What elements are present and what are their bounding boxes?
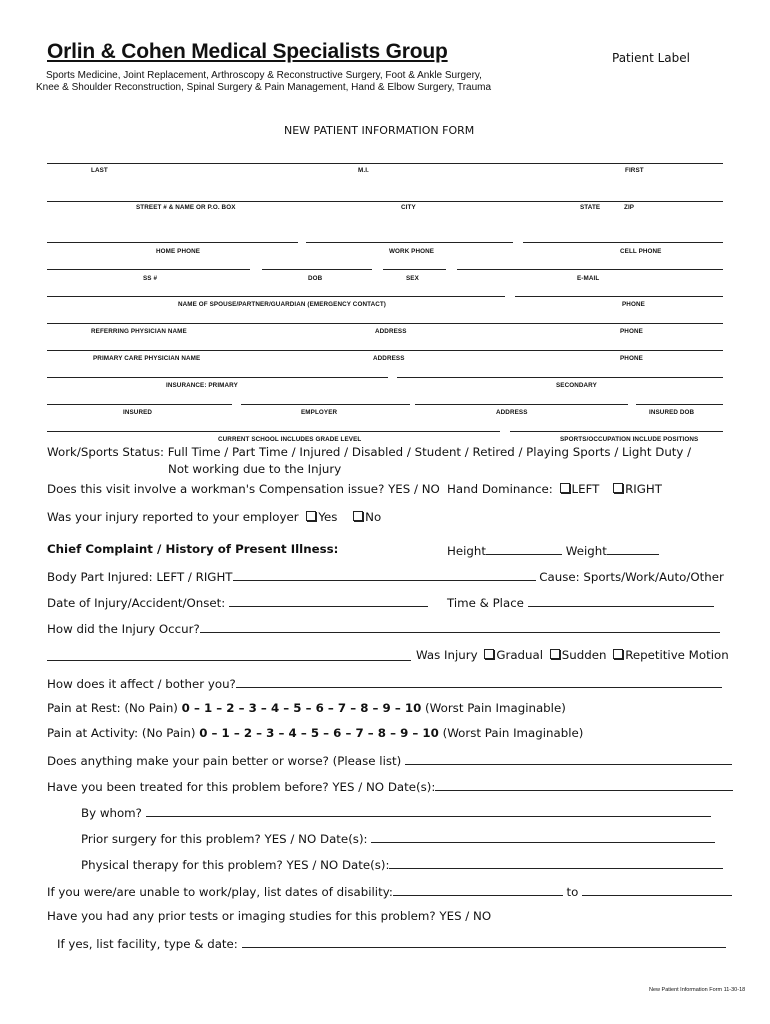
school-label: CURRENT SCHOOL INCLUDES GRADE LEVEL [218, 436, 362, 443]
pain-rest-label: Pain at Rest: (No Pain) [47, 701, 182, 715]
height-label: Height [447, 544, 486, 558]
disability-row [47, 883, 732, 899]
ref-physician-label: REFERRING PHYSICIAN NAME [91, 328, 187, 335]
street-label: STREET # & NAME OR P.O. BOX [136, 204, 236, 211]
specialties-line-1: Sports Medicine, Joint Replacement, Arthroscopy & Reconstructive Surgery, Foot & Ankle Surgery, [46, 70, 482, 81]
affect-row [47, 675, 722, 691]
org-name: Orlin & Cohen Medical Specialists Group [47, 40, 448, 63]
form-title: NEW PATIENT INFORMATION FORM [284, 124, 475, 137]
ref-phone-label: PHONE [620, 328, 643, 335]
ins-primary-line[interactable] [47, 377, 388, 378]
spouse-phone-label: PHONE [622, 301, 645, 308]
address-line[interactable] [47, 201, 723, 202]
ss-line[interactable] [47, 269, 250, 270]
email-line[interactable] [457, 269, 723, 270]
treated-before-field[interactable] [435, 778, 733, 791]
weight-field[interactable] [607, 542, 659, 555]
last-label: LAST [91, 167, 108, 174]
by-whom-field[interactable] [146, 804, 711, 817]
work-sports-status: Work/Sports Status: Full Time / Part Time / Injured / Disabled / Student / Retired / Playing Sports / Light Duty / [47, 445, 692, 459]
zip-label: ZIP [624, 204, 635, 211]
hand-dominance [447, 482, 662, 496]
home-phone-line[interactable] [47, 242, 298, 243]
pain-activity-worst: (Worst Pain Imaginable) [438, 726, 584, 740]
pcp-address-label: ADDRESS [373, 355, 405, 362]
insured-dob-line[interactable] [636, 404, 723, 405]
ref-address-label: ADDRESS [375, 328, 407, 335]
name-line[interactable] [47, 163, 723, 164]
prior-tests-question: Have you had any prior tests or imaging studies for this problem? YES / NO [47, 909, 492, 923]
sudden-checkbox[interactable] [550, 649, 560, 659]
dob-label: DOB [308, 275, 323, 282]
form-version: New Patient Information Form 11-30-18 [649, 987, 746, 993]
prior-surgery-label: Prior surgery for this problem? YES / NO Date(s): [81, 832, 368, 846]
pain-activity-scale[interactable]: 0 – 1 – 2 – 3 – 4 – 5 – 6 – 7 – 8 – 9 – 10 [199, 726, 439, 740]
sudden-label: Sudden [561, 648, 607, 662]
reported-yes-label: Yes [318, 510, 338, 524]
if-yes-label: If yes, list facility, type & date: [57, 937, 238, 951]
weight-label: Weight [565, 544, 607, 558]
physical-therapy-label: Physical therapy for this problem? YES / NO Date(s): [81, 858, 390, 872]
height-weight [447, 542, 659, 558]
how-occur-field[interactable] [200, 620, 720, 633]
pain-rest-scale[interactable]: 0 – 1 – 2 – 3 – 4 – 5 – 6 – 7 – 8 – 9 – 10 [181, 701, 422, 715]
school-line[interactable] [47, 431, 500, 432]
time-place-field[interactable] [528, 594, 714, 607]
spouse-line[interactable] [47, 296, 505, 297]
work-phone-label: WORK PHONE [389, 248, 435, 255]
how-occur-label: How did the Injury Occur? [47, 622, 200, 636]
prior-surgery-row [81, 830, 715, 846]
by-whom-row [81, 804, 711, 820]
pain-rest-row [47, 701, 566, 715]
date-injury-field[interactable] [229, 594, 428, 607]
physical-therapy-field[interactable] [389, 856, 723, 869]
height-field[interactable] [486, 542, 562, 555]
left-label: LEFT [571, 482, 600, 496]
prior-surgery-field[interactable] [371, 830, 715, 843]
body-part-row [47, 568, 724, 584]
left-checkbox[interactable] [560, 483, 570, 493]
dob-line[interactable] [262, 269, 372, 270]
insured-label: INSURED [123, 409, 153, 416]
sex-line[interactable] [383, 269, 446, 270]
injury-reported [47, 510, 381, 524]
disability-to-label: to [566, 885, 579, 899]
employer-line[interactable] [241, 404, 410, 405]
treated-before-row [47, 778, 733, 794]
if-yes-field[interactable] [242, 935, 726, 948]
time-place-row [447, 594, 714, 610]
body-part-label: Body Part Injured: LEFT / RIGHT [47, 570, 233, 584]
sports-line[interactable] [510, 431, 723, 432]
injury-onset-row [416, 648, 729, 662]
work-sports-status-cont: Not working due to the Injury [168, 462, 342, 476]
referring-line[interactable] [47, 323, 723, 324]
sports-label: SPORTS/OCCUPATION INCLUDE POSITIONS [560, 436, 699, 443]
pain-activity-row [47, 726, 583, 740]
home-phone-label: HOME PHONE [156, 248, 201, 255]
disability-to-field[interactable] [582, 883, 732, 896]
gradual-checkbox[interactable] [484, 649, 494, 659]
better-worse-label: Does anything make your pain better or worse? (Please list) [47, 754, 402, 768]
ins-address-label: ADDRESS [496, 409, 528, 416]
repetitive-checkbox[interactable] [613, 649, 623, 659]
pain-rest-worst: (Worst Pain Imaginable) [421, 701, 566, 715]
cause-label: Cause: Sports/Work/Auto/Other [539, 570, 724, 584]
disability-from-field[interactable] [393, 883, 563, 896]
body-part-field[interactable] [233, 568, 536, 581]
how-occur-row [47, 620, 720, 636]
spouse-phone-line[interactable] [515, 296, 723, 297]
ss-label: SS # [143, 275, 158, 282]
chief-complaint-heading: Chief Complaint / History of Present Illness: [47, 542, 339, 556]
mi-label: M.I. [358, 167, 369, 174]
work-phone-line[interactable] [306, 242, 513, 243]
specialties-line-2: Knee & Shoulder Reconstruction, Spinal Surgery & Pain Management, Hand & Elbow Surgery, Trauma [36, 82, 492, 93]
date-injury-row [47, 594, 428, 610]
better-worse-field[interactable] [405, 752, 732, 765]
ins-primary-label: INSURANCE: PRIMARY [166, 382, 238, 389]
injury-reported-label: Was your injury reported to your employer [47, 510, 299, 524]
right-checkbox[interactable] [613, 483, 623, 493]
affect-field[interactable] [236, 675, 722, 688]
state-label: STATE [580, 204, 601, 211]
insured-dob-label: INSURED DOB [649, 409, 695, 416]
if-yes-row [57, 935, 726, 951]
first-label: FIRST [625, 167, 644, 174]
pcp-line[interactable] [47, 350, 723, 351]
ins-secondary-label: SECONDARY [556, 382, 597, 389]
ins-secondary-line[interactable] [397, 377, 723, 378]
cell-phone-label: CELL PHONE [620, 248, 662, 255]
workman-comp-question: Does this visit involve a workman's Compensation issue? YES / NO [47, 482, 440, 496]
by-whom-label: By whom? [81, 806, 142, 820]
gradual-label: Gradual [496, 648, 544, 662]
employer-label: EMPLOYER [301, 409, 338, 416]
email-label: E-MAIL [577, 275, 600, 282]
treated-before-label: Have you been treated for this problem before? YES / NO Date(s): [47, 780, 436, 794]
pcp-phone-label: PHONE [620, 355, 643, 362]
reported-yes-checkbox[interactable] [306, 511, 316, 521]
reported-no-label: No [365, 510, 382, 524]
sex-label: SEX [406, 275, 419, 282]
repetitive-label: Repetitive Motion [625, 648, 729, 662]
how-occur-field-2[interactable] [47, 660, 411, 661]
insured-line[interactable] [47, 404, 232, 405]
right-label: RIGHT [625, 482, 663, 496]
hand-dominance-label: Hand Dominance: [447, 482, 553, 496]
cell-phone-line[interactable] [523, 242, 723, 243]
ins-address-line[interactable] [415, 404, 628, 405]
physical-therapy-row [81, 856, 723, 872]
patient-label: Patient Label [612, 51, 690, 65]
reported-no-checkbox[interactable] [353, 511, 363, 521]
time-place-label: Time & Place [447, 596, 524, 610]
pcp-label: PRIMARY CARE PHYSICIAN NAME [93, 355, 201, 362]
city-label: CITY [401, 204, 416, 211]
better-worse-row [47, 752, 732, 768]
disability-label: If you were/are unable to work/play, list dates of disability: [47, 885, 393, 899]
was-injury-label: Was Injury [416, 648, 478, 662]
spouse-label: NAME OF SPOUSE/PARTNER/GUARDIAN (EMERGENCY CONTACT) [178, 301, 387, 308]
affect-label: How does it affect / bother you? [47, 677, 236, 691]
pain-activity-label: Pain at Activity: (No Pain) [47, 726, 200, 740]
date-injury-label: Date of Injury/Accident/Onset: [47, 596, 226, 610]
